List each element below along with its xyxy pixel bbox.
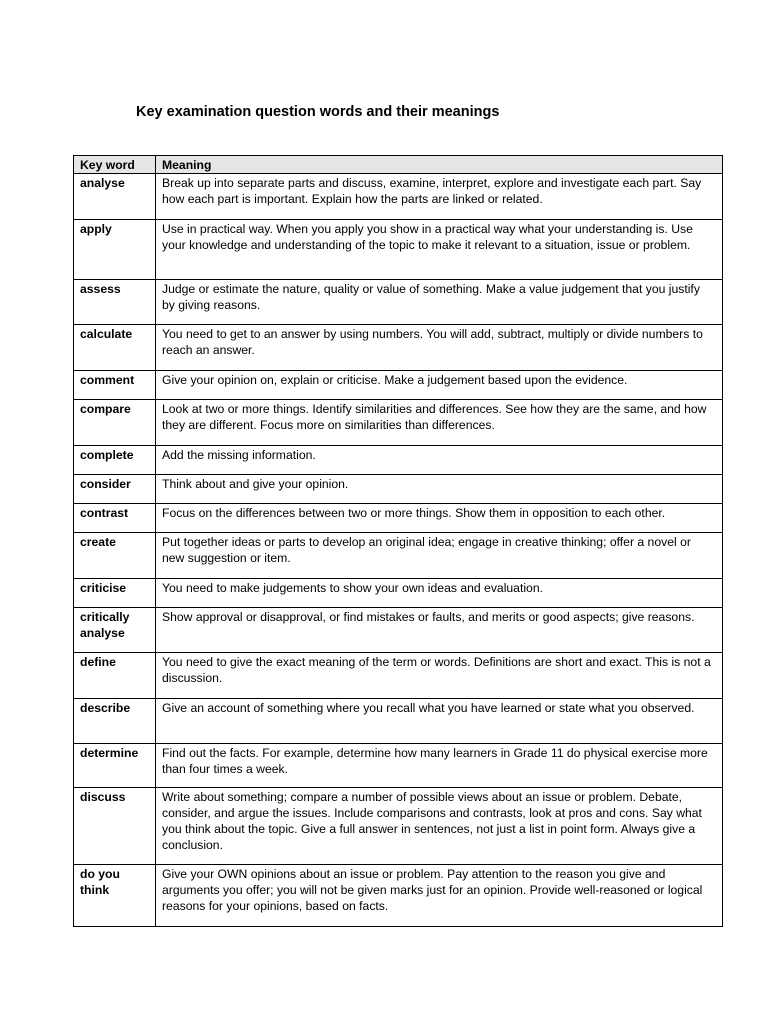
table-row xyxy=(74,280,723,325)
meaning-cell: Judge or estimate the nature, quality or value of something. Make a value judgement that you justify by giving reasons. xyxy=(156,280,723,325)
table-row xyxy=(74,699,723,744)
meaning-cell: Think about and give your opinion. xyxy=(156,475,723,504)
term-cell: contrast xyxy=(74,504,156,533)
term-cell: complete xyxy=(74,446,156,475)
term-cell: compare xyxy=(74,400,156,446)
meaning-cell: Use in practical way. When you apply you show in a practical way what your understanding is. Use your knowledge and understanding of the topic to make it relevant to a situation, issue or problem. xyxy=(156,220,723,280)
meaning-cell: Give your OWN opinions about an issue or problem. Pay attention to the reason you give and arguments you offer; you will not be given marks just for an opinion. Provide well-reasoned or logical reasons for your opinions, based on facts. xyxy=(156,865,723,927)
table-row xyxy=(74,325,723,371)
term-cell: critically analyse xyxy=(74,608,156,653)
table-row xyxy=(74,608,723,653)
table-row xyxy=(74,220,723,280)
page-title: Key examination question words and their meanings xyxy=(136,104,500,120)
meaning-cell: Focus on the differences between two or more things. Show them in opposition to each other. xyxy=(156,504,723,533)
meaning-cell: You need to get to an answer by using numbers. You will add, subtract, multiply or divide numbers to reach an answer. xyxy=(156,325,723,371)
term-cell: calculate xyxy=(74,325,156,371)
term-cell: analyse xyxy=(74,174,156,220)
table-row xyxy=(74,865,723,927)
table-row xyxy=(74,653,723,699)
meaning-cell: Add the missing information. xyxy=(156,446,723,475)
term-cell: create xyxy=(74,533,156,579)
table-row xyxy=(74,371,723,400)
term-cell: assess xyxy=(74,280,156,325)
table-row xyxy=(74,174,723,220)
meaning-cell: Show approval or disapproval, or find mistakes or faults, and merits or good aspects; give reasons. xyxy=(156,608,723,653)
table-row xyxy=(74,446,723,475)
term-cell: consider xyxy=(74,475,156,504)
term-cell: discuss xyxy=(74,788,156,865)
table-row xyxy=(74,744,723,788)
meaning-cell: Write about something; compare a number of possible views about an issue or problem. Debate, consider, and argue the issues. Include comparisons and contrasts, look at pros and cons. Say what you think about the topic. Give a full answer in sentences, not just a list in point form. Always give a conclusion. xyxy=(156,788,723,865)
term-cell: define xyxy=(74,653,156,699)
meaning-cell: Look at two or more things. Identify similarities and differences. See how they are the same, and how they are different. Focus more on similarities than differences. xyxy=(156,400,723,446)
table-row xyxy=(74,579,723,608)
key-words-table xyxy=(73,155,723,927)
meaning-cell: You need to make judgements to show your own ideas and evaluation. xyxy=(156,579,723,608)
meaning-cell: Put together ideas or parts to develop an original idea; engage in creative thinking; offer a novel or new suggestion or item. xyxy=(156,533,723,579)
table-row xyxy=(74,504,723,533)
table-row xyxy=(74,400,723,446)
meaning-cell: Give an account of something where you recall what you have learned or state what you observed. xyxy=(156,699,723,744)
term-cell: do you think xyxy=(74,865,156,927)
table-row xyxy=(74,475,723,504)
term-cell: determine xyxy=(74,744,156,788)
meaning-cell: You need to give the exact meaning of the term or words. Definitions are short and exact. This is not a discussion. xyxy=(156,653,723,699)
meaning-cell: Break up into separate parts and discuss, examine, interpret, explore and investigate each part. Say how each part is important. Explain how the parts are linked or related. xyxy=(156,174,723,220)
table-header-row xyxy=(74,156,723,174)
term-cell: describe xyxy=(74,699,156,744)
table-row xyxy=(74,533,723,579)
term-cell: apply xyxy=(74,220,156,280)
meaning-cell: Give your opinion on, explain or criticise. Make a judgement based upon the evidence. xyxy=(156,371,723,400)
term-cell: criticise xyxy=(74,579,156,608)
header-meaning: Meaning xyxy=(156,156,723,174)
table-row xyxy=(74,788,723,865)
meaning-cell: Find out the facts. For example, determine how many learners in Grade 11 do physical exercise more than four times a week. xyxy=(156,744,723,788)
header-key-word: Key word xyxy=(74,156,156,174)
term-cell: comment xyxy=(74,371,156,400)
